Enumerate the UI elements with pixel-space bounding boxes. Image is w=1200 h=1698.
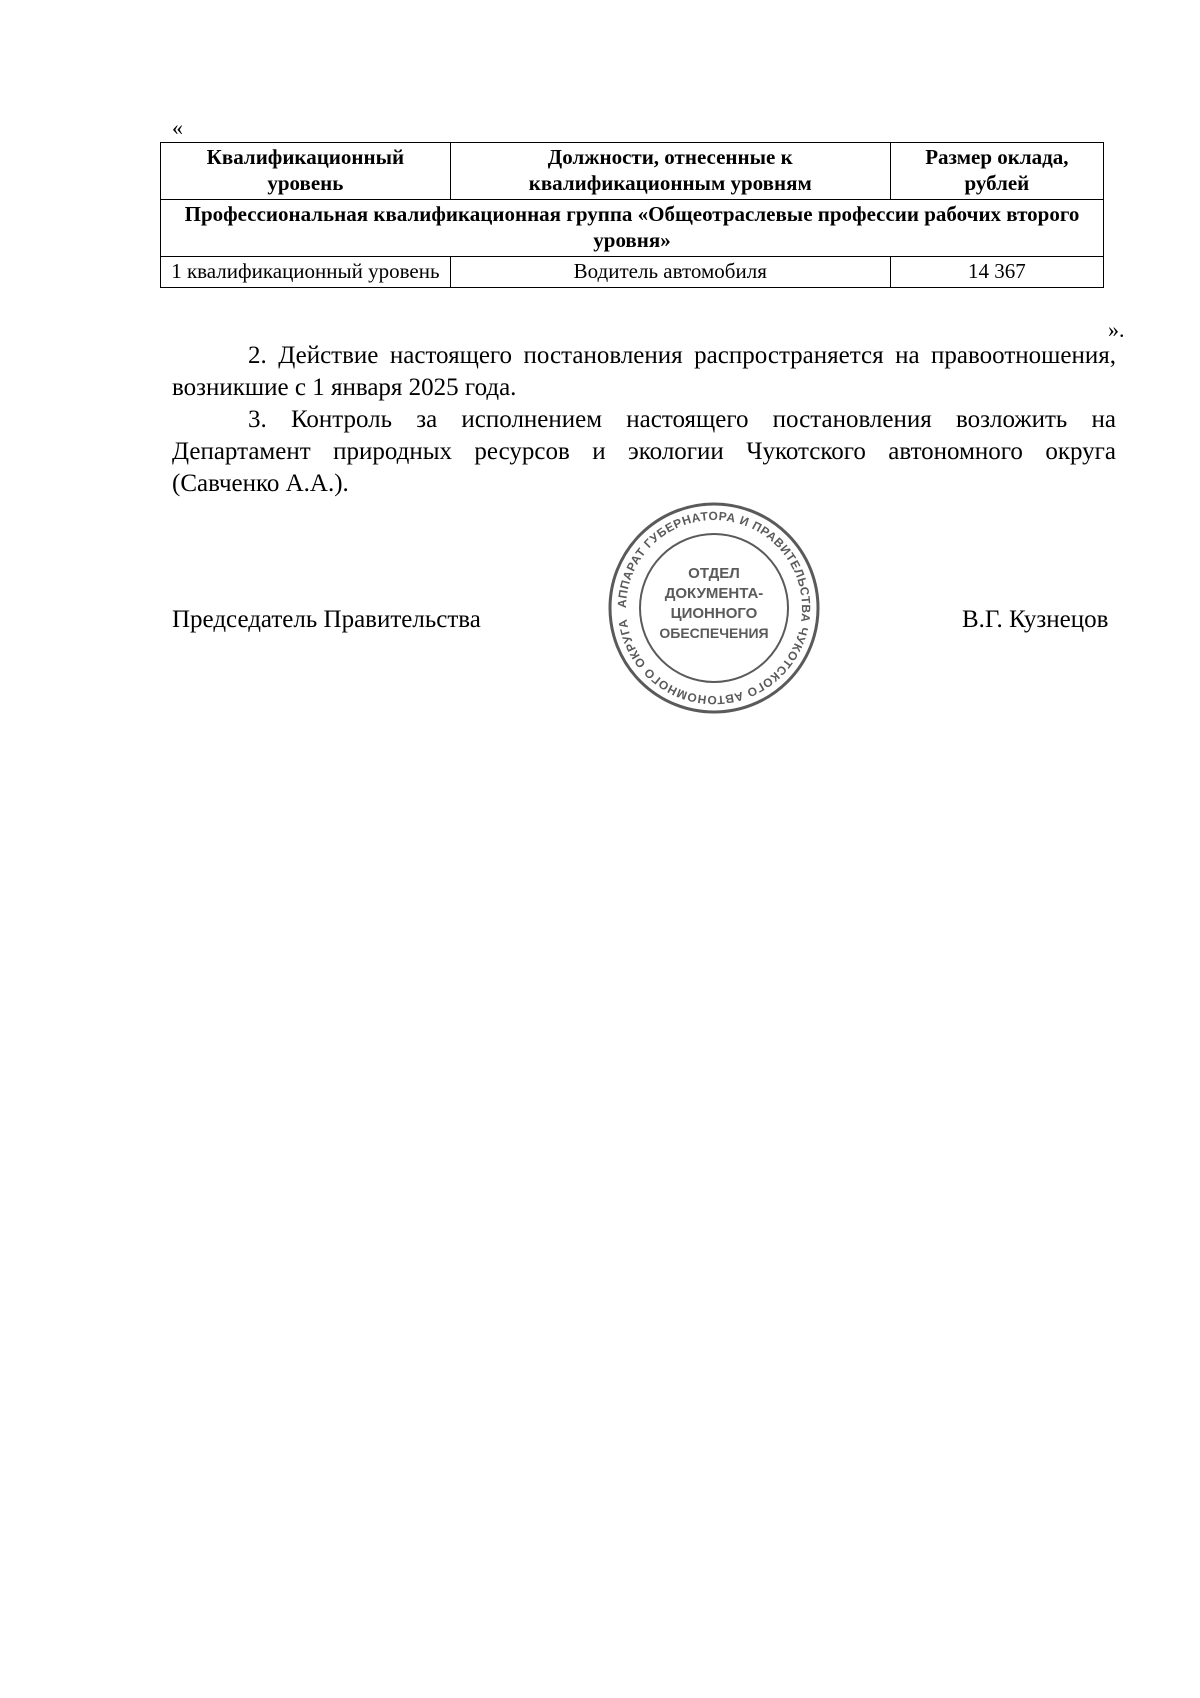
body-text bbox=[172, 340, 1116, 500]
stamp-line-3: ЦИОННОГО bbox=[670, 605, 758, 622]
paragraph-2: 2. Действие настоящего постановления распространяется на правоотношения, возникшие с 1 января 2025 года. bbox=[172, 342, 1116, 401]
cell-position: Водитель автомобиля bbox=[450, 257, 890, 288]
header-salary: Размер оклада, рублей bbox=[890, 143, 1103, 200]
stamp-line-2: ДОКУМЕНТА- bbox=[664, 585, 764, 602]
signatory-name: В.Г. Кузнецов bbox=[962, 606, 1109, 633]
group-title: Профессиональная квалификационная группа «Общеотраслевые профессии рабочих второго уровня» bbox=[161, 200, 1104, 257]
table-group-row bbox=[161, 200, 1104, 257]
header-positions: Должности, отнесенные к квалификационным уровням bbox=[450, 143, 890, 200]
cell-salary: 14 367 bbox=[890, 257, 1103, 288]
table-header-row bbox=[161, 143, 1104, 200]
header-qualification-level: Квалификационный уровень bbox=[161, 143, 451, 200]
signatory-title: Председатель Правительства bbox=[172, 606, 481, 633]
stamp-outer-text: АППАРАТ ГУБЕРНАТОРА И ПРАВИТЕЛЬСТВА ЧУКОТСКОГО АВТОНОМНОГО ОКРУГА bbox=[614, 508, 814, 708]
opening-quote: « bbox=[172, 115, 183, 140]
stamp-line-1: ОТДЕЛ bbox=[688, 565, 740, 582]
salary-table bbox=[160, 142, 1104, 288]
table-row bbox=[161, 257, 1104, 288]
stamp-line-4: ОБЕСПЕЧЕНИЯ bbox=[659, 625, 769, 641]
paragraph-3: 3. Контроль за исполнением настоящего постановления возложить на Департамент природных ресурсов и экологии Чукотского автономного округа (Савченко А.А.). bbox=[172, 406, 1116, 497]
official-stamp bbox=[606, 500, 822, 716]
closing-quote: ». bbox=[1108, 317, 1125, 342]
cell-level: 1 квалификационный уровень bbox=[161, 257, 451, 288]
